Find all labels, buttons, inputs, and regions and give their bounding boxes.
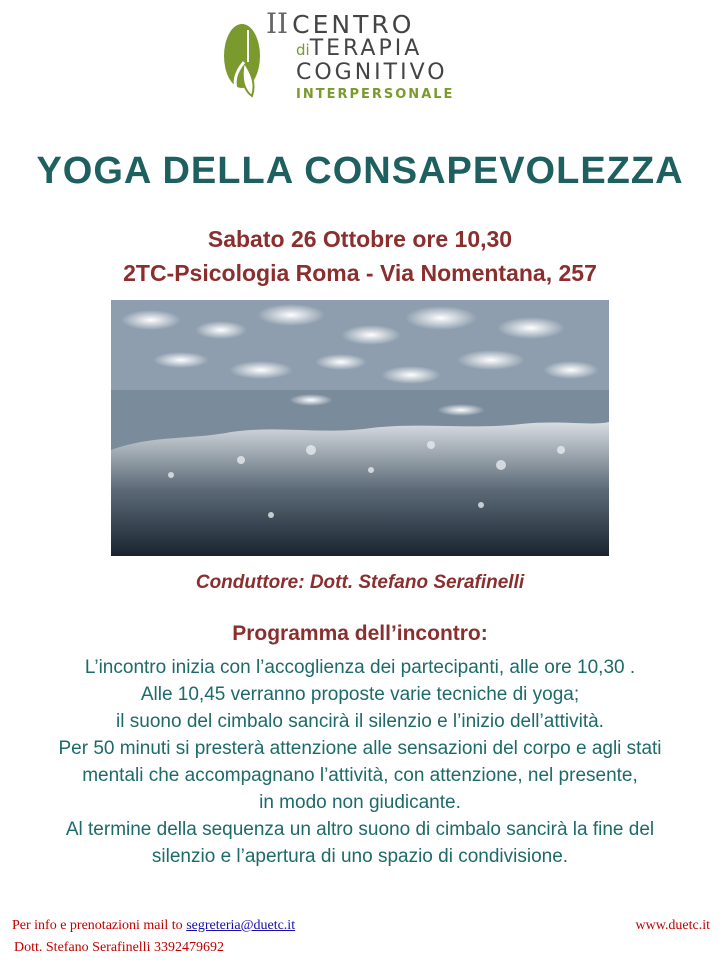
water-splash-photo <box>111 300 609 556</box>
footer-info <box>12 918 295 934</box>
logo-centro: CENTRO <box>292 10 415 39</box>
logo-roman-numeral: II <box>266 7 289 40</box>
event-title: YOGA DELLA CONSAPEVOLEZZA <box>36 150 684 192</box>
program-description <box>0 654 720 870</box>
email-link[interactable]: segreteria@duetc.it <box>186 918 296 933</box>
footer-info-prefix: Per info e prenotazioni mail to <box>12 918 187 933</box>
conductor-name: Conduttore: Dott. Stefano Serafinelli <box>195 572 525 593</box>
program-line: L’incontro inizia con l’accoglienza dei partecipanti, alle ore 10,30 . <box>84 657 636 678</box>
leaf-logo-icon <box>222 22 266 100</box>
footer-contact: Dott. Stefano Serafinelli 3392479692 <box>14 940 224 955</box>
logo-interpersonale: INTERPERSONALE <box>296 87 455 102</box>
program-line: in modo non giudicante. <box>259 792 461 813</box>
program-line: Per 50 minuti si presterà attenzione alle sensazioni del corpo e agli stati <box>58 738 662 759</box>
logo-di: di <box>296 41 310 59</box>
event-place: 2TC-Psicologia Roma - Via Nomentana, 257 <box>123 260 597 286</box>
program-line: mentali che accompagnano l’attività, con attenzione, nel presente, <box>82 765 638 786</box>
event-date: Sabato 26 Ottobre ore 10,30 <box>207 226 513 252</box>
program-line: silenzio e l’apertura di uno spazio di condivisione. <box>151 846 569 867</box>
logo-terapia: TERAPIA <box>309 36 423 61</box>
logo-cognitivo: COGNITIVO <box>296 60 448 85</box>
website-link[interactable]: www.duetc.it <box>635 918 710 933</box>
center-logo <box>222 7 472 102</box>
program-line: il suono del cimbalo sancirà il silenzio e l’inizio dell’attività. <box>116 711 604 732</box>
program-title: Programma dell’incontro: <box>232 622 488 645</box>
program-line: Al termine della sequenza un altro suono di cimbalo sancirà la fine del <box>65 819 655 840</box>
program-line: Alle 10,45 verranno proposte varie tecniche di yoga; <box>140 684 580 705</box>
